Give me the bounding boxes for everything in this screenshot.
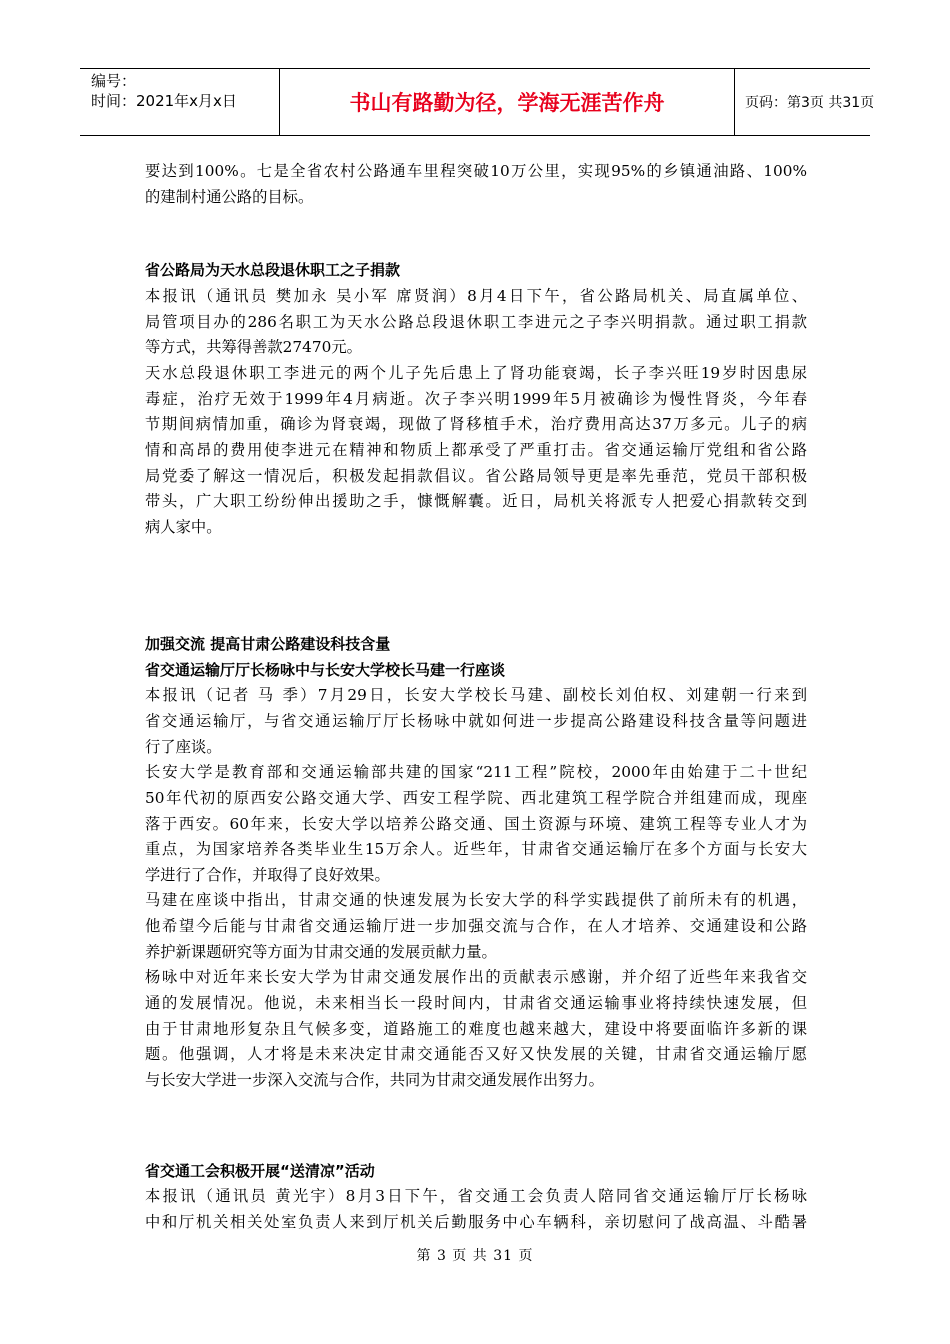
body-line: 情和高昂的费用使李进元在精神和物质上都承受了严重打击。省交通运输厅党组和省公路 <box>145 441 807 459</box>
body-line: 天水总段退休职工李进元的两个儿子先后患上了肾功能衰竭，长子李兴旺19岁时因患尿 <box>145 364 807 382</box>
document-time-label: 时间：2021年x月x日 <box>91 92 237 110</box>
body-line: 带头，广大职工纷纷伸出援助之手，慷慨解囊。近日，局机关将派专人把爱心捐款转交到 <box>145 492 807 510</box>
body-line: 毒症，治疗无效于1999年4月病逝。次子李兴明1999年5月被确诊为慢性肾炎，今年春 <box>145 390 807 408</box>
page-header <box>80 68 875 136</box>
body-line: 由于甘肃地形复杂且气候多变，道路施工的难度也越来越大，建设中将要面临许多新的课 <box>145 1020 807 1038</box>
header-motto: 书山有路勤为径，学海无涯苦作舟 <box>280 69 735 135</box>
body-line: 落于西安。60年来，长安大学以培养公路交通、国土资源与环境、建筑工程等专业人才为 <box>145 815 807 833</box>
document-number-label: 编号： <box>91 72 137 90</box>
body-line: 局管项目办的286名职工为天水公路总段退休职工李进元之子李兴明捐款。通过职工捐款 <box>145 313 807 331</box>
article-title: 省公路局为天水总段退休职工之子捐款 <box>145 261 401 279</box>
body-line: 50年代初的原西安公路交通大学、西安工程学院、西北建筑工程学院合并组建而成，现座 <box>145 789 807 807</box>
body-line: 与长安大学进一步深入交流与合作，共同为甘肃交通发展作出努力。 <box>145 1071 604 1089</box>
header-meta <box>80 69 280 135</box>
page-footer: 第 3 页 共 31 页 <box>416 1248 534 1264</box>
body-line: 养护新课题研究等方面为甘肃交通的发展贡献力量。 <box>145 943 497 961</box>
body-line: 的建制村通公路的目标。 <box>145 188 314 206</box>
body-line: 本报讯（记者 马 季）7月29日，长安大学校长马建、副校长刘伯权、刘建朝一行来到 <box>145 686 807 704</box>
body-line: 长安大学是教育部和交通运输部共建的国家“211工程”院校，2000年由始建于二十世纪 <box>145 763 807 781</box>
body-line: 他希望今后能与甘肃省交通运输厅进一步加强交流与合作，在人才培养、交通建设和公路 <box>145 917 807 935</box>
body-line: 节期间病情加重，确诊为肾衰竭，现做了肾移植手术，治疗费用高达37万多元。儿子的病 <box>145 415 807 433</box>
body-line: 学进行了合作，并取得了良好效果。 <box>145 866 390 884</box>
body-line: 局党委了解这一情况后，积极发起捐款倡议。省公路局领导更是率先垂范，党员干部积极 <box>145 467 807 485</box>
body-line: 本报讯（通讯员 樊加永 吴小军 席贤润）8月4日下午，省公路局机关、局直属单位、 <box>145 287 807 305</box>
body-line: 病人家中。 <box>145 518 222 536</box>
body-line: 中和厅机关相关处室负责人来到厅机关后勤服务中心车辆科，亲切慰问了战高温、斗酷暑 <box>145 1213 807 1231</box>
body-line: 马建在座谈中指出，甘肃交通的快速发展为长安大学的科学实践提供了前所未有的机遇， <box>145 891 807 909</box>
body-line: 本报讯（通讯员 黄光宇）8月3日下午，省交通工会负责人陪同省交通运输厅厅长杨咏 <box>145 1187 807 1205</box>
article-title: 省交通工会积极开展“送清凉”活动 <box>145 1162 375 1180</box>
article-subtitle: 省交通运输厅厅长杨咏中与长安大学校长马建一行座谈 <box>145 661 506 679</box>
body-line: 要达到100%。七是全省农村公路通车里程突破10万公里，实现95%的乡镇通油路、100% <box>145 162 807 180</box>
body-line: 通的发展情况。他说，未来相当长一段时间内，甘肃省交通运输事业将持续快速发展，但 <box>145 994 807 1012</box>
body-line: 行了座谈。 <box>145 738 222 756</box>
body-line: 等方式，共筹得善款27470元。 <box>145 338 362 356</box>
body-line: 题。他强调，人才将是未来决定甘肃交通能否又好又快发展的关键，甘肃省交通运输厅愿 <box>145 1045 807 1063</box>
body-line: 省交通运输厅，与省交通运输厅厅长杨咏中就如何进一步提高公路建设科技含量等问题进 <box>145 712 807 730</box>
article-title: 加强交流 提高甘肃公路建设科技含量 <box>145 635 391 653</box>
header-page-code: 页码：第3页 共31页 <box>745 95 875 111</box>
body-line: 杨咏中对近年来长安大学为甘肃交通发展作出的贡献表示感谢，并介绍了近些年来我省交 <box>145 968 807 986</box>
body-line: 重点，为国家培养各类毕业生15万余人。近些年，甘肃省交通运输厅在多个方面与长安大 <box>145 840 807 858</box>
